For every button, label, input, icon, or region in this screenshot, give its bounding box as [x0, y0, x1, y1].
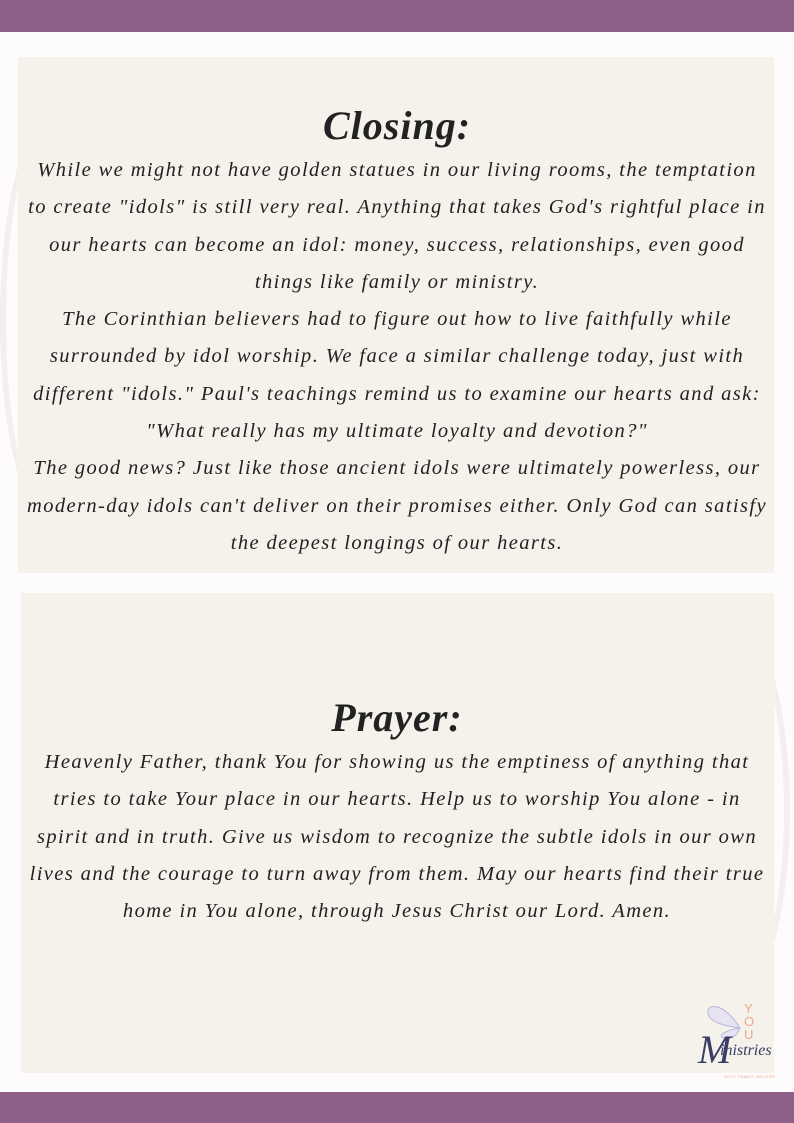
closing-paragraph: The good news? Just like those ancient idols were ultimately powerless, our modern-day idols can't deliver on their promises either. Only God can satisfy the deepest longings of our hearts. [27, 457, 767, 554]
prayer-heading: Prayer: [331, 695, 463, 740]
closing-paragraph: While we might not have golden statues in our living rooms, the temptation to create "idols" is still very real. Anything that takes God's rightful place in our hearts can become an idol: money, success, relationships, even good things like family or ministry. [28, 159, 766, 293]
closing-paragraph: The Corinthian believers had to figure out how to live faithfully while surrounded by idol worship. We face a similar challenge today, just with different "idols." Paul's teachings remind us to examine our hearts and ask: "What really has my ultimate loyalty and devotion?" [33, 308, 761, 443]
logo-initial: M [698, 1027, 732, 1072]
prayer-text: Heavenly Father, thank You for showing us the emptiness of anything that tries to take Your place in our hearts. Help us to worship You alone - in spirit and in truth. Give us wisdom to recognize the subtle idols in our own lives and the courage to turn away from them. May our hearts find their true home in You alone, through Jesus Christ our Lord. Amen. [29, 751, 765, 923]
logo-tagline: WITH TAMMY BECKER [724, 1074, 776, 1079]
prayer-section [0, 696, 794, 930]
top-bar [0, 0, 794, 32]
closing-heading: Closing: [322, 103, 472, 148]
closing-section [0, 104, 794, 562]
bottom-bar [0, 1092, 794, 1123]
logo-word: inistries [720, 1042, 772, 1059]
logo-letters: YOU [744, 1001, 755, 1042]
ministries-logo [694, 998, 790, 1082]
